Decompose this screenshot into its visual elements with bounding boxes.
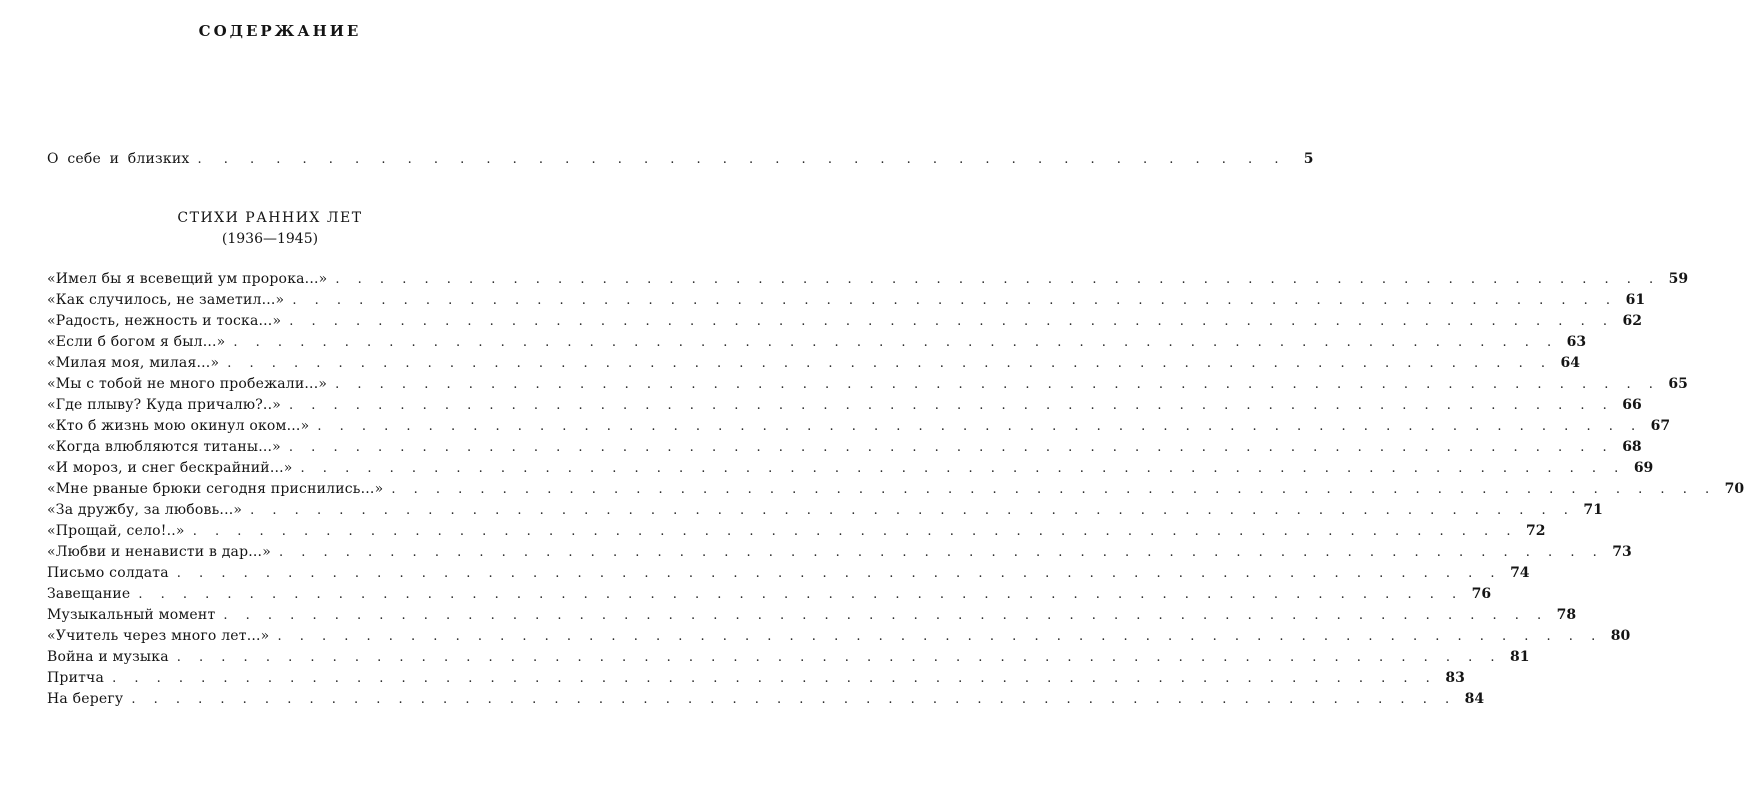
dot-leader: . . . . . . . . . . . . . . . . . . . . . . . . . . . . . . . . . . . . . . . . . . . . . . . . . . . . . . . . . . . . — [112, 671, 1437, 686]
dot-leader: . . . . . . . . . . . . . . . . . . . . . . . . . . . . . . . . . . . . . . . . . . . . . . . . . . . . . . . . . . . . — [300, 461, 1626, 476]
toc-entry[interactable] — [47, 414, 1671, 435]
toc-entry-page: 72 — [1525, 523, 1546, 539]
toc-entry[interactable] — [47, 645, 1530, 666]
toc-entry[interactable] — [47, 561, 1530, 582]
toc-entry-page: 69 — [1633, 460, 1654, 476]
toc-entry-label: Музыкальный момент — [47, 607, 216, 623]
toc-entry[interactable] — [47, 582, 1492, 603]
toc-entry-label: «Если б богом я был...» — [47, 334, 226, 350]
toc-entry[interactable] — [47, 624, 1631, 645]
toc-entry[interactable] — [47, 309, 1642, 330]
toc-entry-label: «Милая моя, милая...» — [47, 355, 220, 371]
toc-entry-label: «Мы с тобой не много пробежали...» — [47, 376, 328, 392]
dot-leader: . . . . . . . . . . . . . . . . . . . . . . . . . . . . . . . . . . . . . . . . . . . . . . . . . . . . . . . . . . . . — [289, 314, 1614, 329]
toc-entry-page: 78 — [1556, 607, 1577, 623]
toc-entry[interactable] — [47, 435, 1642, 456]
toc-entry-label: Война и музыка — [47, 649, 169, 665]
toc-entry[interactable] — [47, 288, 1646, 309]
toc-entry-intro[interactable] — [47, 147, 1314, 168]
dot-leader: . . . . . . . . . . . . . . . . . . . . . . . . . . . . . . . . . . . . . . . . . . . . . . . . . . . . . . . . . . . . — [223, 608, 1549, 623]
toc-entry-page: 66 — [1622, 397, 1642, 413]
toc-entry[interactable] — [47, 372, 1688, 393]
toc-entry-page: 5 — [1303, 151, 1314, 167]
section-title: СТИХИ РАННИХ ЛЕТ — [177, 210, 363, 226]
toc-entry-label: «Где плыву? Куда причалю?..» — [47, 397, 282, 413]
toc-entry[interactable] — [47, 456, 1654, 477]
toc-entry-page: 70 — [1724, 481, 1744, 497]
toc-entry-page: 73 — [1612, 544, 1632, 560]
toc-entry-label: «Кто б жизнь мою окинул оком...» — [47, 418, 310, 434]
dot-leader: . . . . . . . . . . . . . . . . . . . . . . . . . . . . . . . . . . . . . . . . . . . . . . . . . . . . . . . . . . . . — [288, 440, 1614, 455]
toc-entry[interactable] — [47, 498, 1603, 519]
dot-leader: . . . . . . . . . . . . . . . . . . . . . . . . . . . . . . . . . . . . . . . . . . . . . . . . . . . . . . . . . . . . — [192, 524, 1518, 539]
toc-list — [0, 267, 1744, 708]
dot-leader: . . . . . . . . . . . . . . . . . . . . . . . . . . . . . . . . . . . . . . . . . . . . . . . . . . . . . . . . . . . . — [292, 293, 1618, 308]
dot-leader: . . . . . . . . . . . . . . . . . . . . . . . . . . . . . . . . . . . . . . . . . . . . . . . . . . . . . . . . . . . . — [335, 377, 1660, 392]
toc-entry-label: Письмо солдата — [47, 565, 169, 581]
toc-entry[interactable] — [47, 519, 1546, 540]
toc-entry-page: 81 — [1510, 649, 1530, 665]
toc-entry-page: 68 — [1622, 439, 1642, 455]
page-title: СОДЕРЖАНИЕ — [198, 22, 362, 40]
toc-entry-label: «Учитель через много лет...» — [47, 628, 270, 644]
toc-entry-label: «Имел бы я всевещий ум пророка...» — [47, 271, 328, 287]
toc-entry-page: 71 — [1583, 502, 1603, 518]
toc-entry[interactable] — [47, 666, 1465, 687]
dot-leader: . . . . . . . . . . . . . . . . . . . . . . . . . . . . . . . . . . . . . . . . . . . . . . . . . . . . . . . . . . . . — [176, 566, 1502, 581]
toc-entry-page: 74 — [1510, 565, 1530, 581]
toc-entry-page: 80 — [1610, 628, 1631, 644]
toc-entry[interactable] — [47, 330, 1587, 351]
dot-leader: . . . . . . . . . . . . . . . . . . . . . . . . . . . . . . . . . . . . . . . . . . . . . . . . . . . . . . . . . . . . — [227, 356, 1552, 371]
toc-entry-page: 62 — [1622, 313, 1642, 329]
toc-entry[interactable] — [47, 540, 1632, 561]
toc-entry-page: 67 — [1650, 418, 1671, 434]
toc-entry-label: «Любви и ненависти в дар...» — [47, 544, 271, 560]
toc-entry-label: «Мне рваные брюки сегодня приснились...» — [47, 481, 384, 497]
toc-entry[interactable] — [47, 687, 1485, 708]
dot-leader: . . . . . . . . . . . . . . . . . . . . . . . . . . . . . . . . . . . . . . . . . . . . . . . . . . . . . . . . . . . . — [131, 692, 1457, 707]
toc-entry-label: «За дружбу, за любовь...» — [47, 502, 243, 518]
toc-entry-page: 83 — [1445, 670, 1465, 686]
dot-leader: . . . . . . . . . . . . . . . . . . . . . . . . . . . . . . . . . . . . . . . . . . . . . . . . . . . . . . . . . . . . — [335, 272, 1661, 287]
toc-entry-label: «Когда влюбляются титаны...» — [47, 439, 281, 455]
toc-entry-label: Завещание — [47, 586, 131, 602]
toc-entry-label: О себе и близких — [47, 151, 190, 167]
dot-leader: . . . . . . . . . . . . . . . . . . . . . . . . . . . . . . . . . . . . . . . . . . . . . . . . . . . . . . . . . . . . — [138, 587, 1464, 602]
toc-entry-page: 84 — [1464, 691, 1485, 707]
dot-leader: . . . . . . . . . . . . . . . . . . . . . . . . . . . . . . . . . . . . . . . . . . . . . . . . . . . . . . . . . . . . — [176, 650, 1502, 665]
toc-entry-page: 64 — [1560, 355, 1580, 371]
toc-entry-page: 63 — [1566, 334, 1587, 350]
toc-entry-label: «Прощай, село!..» — [47, 523, 185, 539]
dot-leader: . . . . . . . . . . . . . . . . . . . . . . . . . . . . . . . . . . . . . . . . . . — [197, 152, 1286, 167]
dot-leader: . . . . . . . . . . . . . . . . . . . . . . . . . . . . . . . . . . . . . . . . . . . . . . . . . . . . . . . . . . . . — [317, 419, 1643, 434]
toc-entry-label: Притча — [47, 670, 105, 686]
dot-leader: . . . . . . . . . . . . . . . . . . . . . . . . . . . . . . . . . . . . . . . . . . . . . . . . . . . . . . . . . . . . — [289, 398, 1614, 413]
toc-entry[interactable] — [47, 477, 1744, 498]
toc-entry-label: «Как случилось, не заметил...» — [47, 292, 285, 308]
dot-leader: . . . . . . . . . . . . . . . . . . . . . . . . . . . . . . . . . . . . . . . . . . . . . . . . . . . . . . . . . . . . — [277, 629, 1603, 644]
toc-entry-page: 61 — [1625, 292, 1646, 308]
dot-leader: . . . . . . . . . . . . . . . . . . . . . . . . . . . . . . . . . . . . . . . . . . . . . . . . . . . . . . . . . . . . — [278, 545, 1604, 560]
toc-entry-page: 59 — [1668, 271, 1689, 287]
toc-entry[interactable] — [47, 603, 1577, 624]
toc-entry[interactable] — [47, 393, 1642, 414]
toc-entry[interactable] — [47, 267, 1689, 288]
dot-leader: . . . . . . . . . . . . . . . . . . . . . . . . . . . . . . . . . . . . . . . . . . . . . . . . . . . . . . . . . . . . — [391, 482, 1717, 497]
section-years: (1936—1945) — [221, 231, 319, 247]
toc-entry-label: На берегу — [47, 691, 124, 707]
toc-entry[interactable] — [47, 351, 1580, 372]
toc-entry-page: 65 — [1668, 376, 1688, 392]
toc-entry-label: «И мороз, и снег бескрайний...» — [47, 460, 293, 476]
dot-leader: . . . . . . . . . . . . . . . . . . . . . . . . . . . . . . . . . . . . . . . . . . . . . . . . . . . . . . . . . . . . — [250, 503, 1575, 518]
toc-entry-page: 76 — [1471, 586, 1492, 602]
toc-entry-label: «Радость, нежность и тоска...» — [47, 313, 282, 329]
dot-leader: . . . . . . . . . . . . . . . . . . . . . . . . . . . . . . . . . . . . . . . . . . . . . . . . . . . . . . . . . . . . — [233, 335, 1559, 350]
